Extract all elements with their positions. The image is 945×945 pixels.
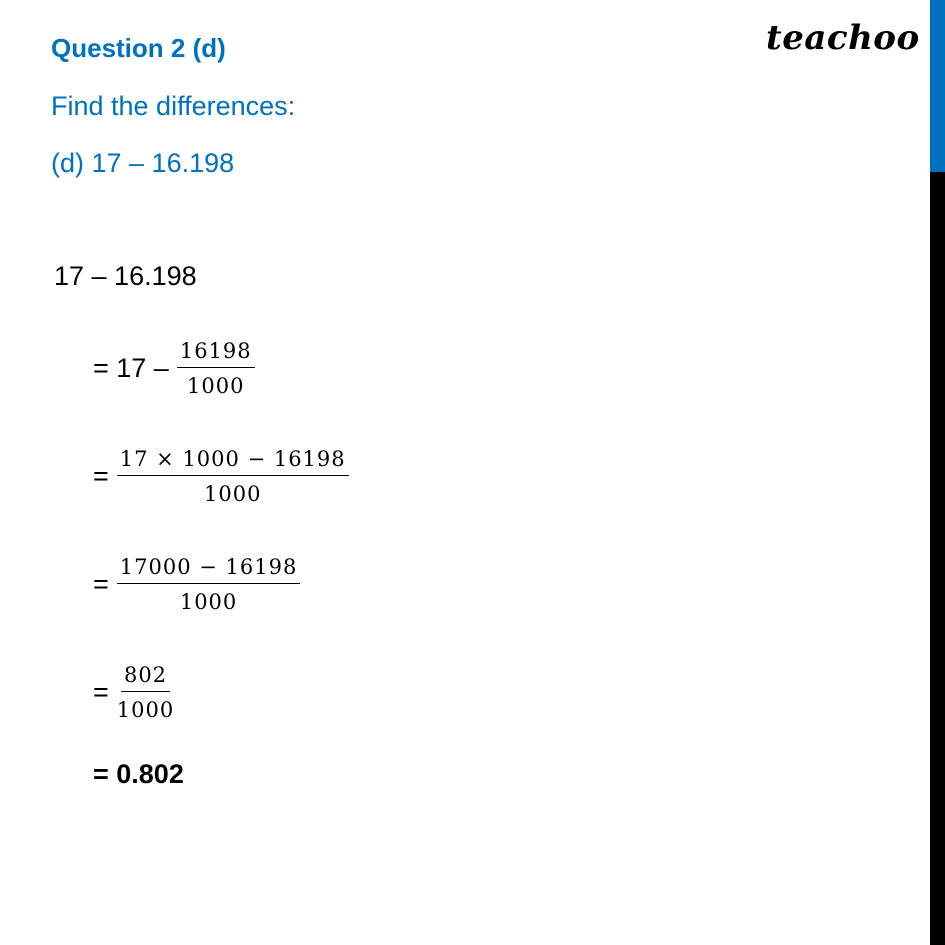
step-1-numerator: 16198: [177, 339, 255, 368]
step-3-numerator: 17000 − 16198: [117, 555, 301, 584]
teachoo-logo: teachoo: [766, 18, 920, 58]
step-2-numerator: 17 × 1000 − 16198: [117, 447, 349, 476]
step-1-fraction: [177, 339, 255, 398]
solution-step-3: [93, 555, 300, 614]
step-2-prefix: =: [93, 461, 109, 492]
step-1-prefix: = 17 –: [93, 353, 169, 384]
solution-step-1: [93, 339, 255, 398]
question-part: (d) 17 – 16.198: [51, 148, 235, 178]
solution-step-4: [93, 663, 174, 722]
solution-expression: 17 – 16.198: [54, 261, 197, 291]
step-4-denominator: 1000: [116, 698, 175, 723]
step-4-prefix: =: [93, 677, 109, 708]
step-1-denominator: 1000: [187, 374, 245, 399]
step-2-denominator: 1000: [203, 482, 262, 507]
sidebar-accent-bar: [930, 0, 945, 172]
step-4-numerator: 802: [121, 663, 170, 692]
slide-sidebar: [930, 0, 945, 945]
question-title: Question 2 (d): [51, 33, 226, 63]
solution-step-2: [93, 447, 349, 506]
step-4-fraction: [117, 663, 174, 722]
step-3-fraction: [117, 555, 301, 614]
step-3-denominator: 1000: [179, 590, 238, 615]
step-3-prefix: =: [93, 569, 109, 600]
question-instruction: Find the differences:: [51, 91, 296, 121]
step-2-fraction: [117, 447, 349, 506]
final-answer: = 0.802: [93, 759, 184, 789]
